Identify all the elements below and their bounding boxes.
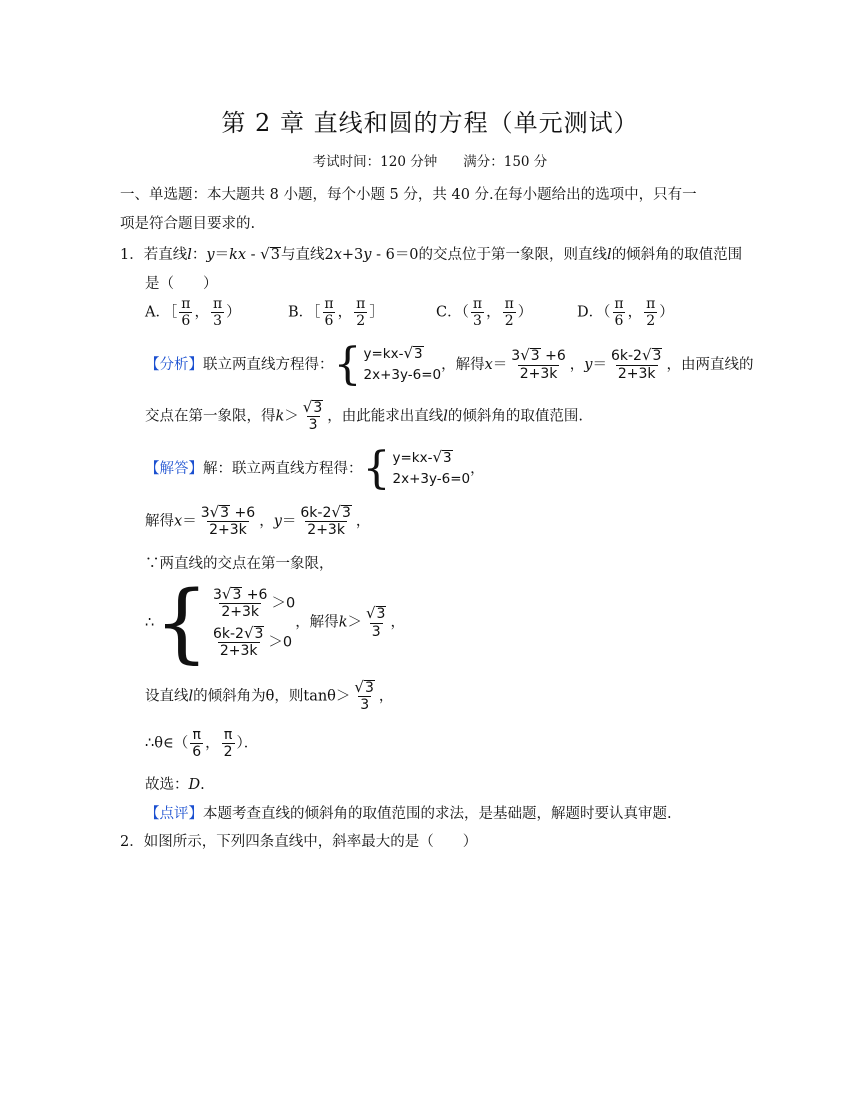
page-title: 第 2 章 直线和圆的方程（单元测试）	[221, 109, 639, 137]
q1-answer: 【解答】解：联立两直线方程得： { y=kx- √ 3 2x+3y-6=0 ，	[145, 443, 485, 494]
q1-stem-line2: 是（ ）	[145, 276, 218, 292]
option-b[interactable]: B．［ $\frac{\pi}{6}$ ， $\frac{\pi}{2}$ ］	[288, 296, 384, 329]
q1-stem-b: 与直线2	[280, 247, 334, 263]
q1-analysis-line2: 交点在第一象限，得k＞ √ 3 3 ，由此能求出直线l的倾斜角的取值范围.	[145, 398, 584, 434]
option-a[interactable]: A．［ $\frac{\pi}{6}$ ， $\frac{\pi}{3}$ ）	[145, 296, 241, 329]
q1-tan: 设直线l的倾斜角为θ，则tanθ＞ √ 3 3 ，	[145, 678, 394, 714]
section-heading-line2: 项是符合题目要求的.	[120, 216, 256, 232]
q2-stem: 2．如图所示，下列四条直线中，斜率最大的是（ ）	[120, 834, 478, 850]
comment-tag: 【点评】	[145, 806, 203, 822]
q1-stem-a: 若直线	[143, 247, 188, 263]
exam-score: 满分：150 分	[463, 154, 548, 170]
q1-choose: 故选：D.	[145, 777, 205, 793]
q1-stem: 1．若直线l：y＝kx - √ 3 与直线2x+3y - 6＝0的交点位于第一象限，则直线l的倾斜角的取值范围	[120, 245, 743, 263]
q1-inequality-system: ∴ { 3 √ 3 +6 2+3k ＞0 6k-2 √ 3 2+3k ＞0 ，解得k＞ √ 3 3 ，	[145, 573, 405, 673]
answer-tag: 【解答】	[145, 461, 203, 477]
q1-comment: 【点评】本题考查直线的倾斜角的取值范围的求法，是基础题，解题时要认真审题.	[145, 806, 672, 822]
q1-theta-range: ∴θ∈（ $\frac{\pi}{6}$ ， $\frac{\pi}{2}$ ）．	[145, 727, 259, 760]
q1-because: ∵两直线的交点在第一象限，	[145, 556, 334, 572]
q1-stem-d: 的倾斜角的取值范围	[611, 247, 743, 263]
q1-number: 1．	[120, 247, 144, 263]
q2-number: 2．	[120, 834, 144, 850]
q1-analysis: 【分析】联立两直线方程得： { y=kx- √ 3 2x+3y-6=0 ，解得x＝ 3 √ 3 +6 2+3k ，y＝ 6k-2 √ 3 2+3k ，由两直线的	[145, 339, 754, 390]
analysis-tag: 【分析】	[145, 357, 203, 373]
section-heading-line1: 一、单选题：本大题共 8 小题，每个小题 5 分，共 40 分.在每小题给出的选项中，只有一	[120, 187, 697, 203]
q1-stem-c: ＝0的交点位于第一象限，则直线	[394, 247, 608, 263]
option-c[interactable]: C．（ $\frac{\pi}{3}$ ， $\frac{\pi}{2}$ ）	[436, 296, 533, 329]
exam-time: 考试时间：120 分钟	[312, 154, 438, 170]
q1-solution-xy: 解得x＝ 3 √ 3 +6 2+3k ，y＝ 6k-2 √ 3 2+3k ，	[145, 503, 371, 539]
option-d[interactable]: D．（ $\frac{\pi}{6}$ ， $\frac{\pi}{2}$ ）	[577, 296, 674, 329]
exam-info	[0, 150, 860, 170]
